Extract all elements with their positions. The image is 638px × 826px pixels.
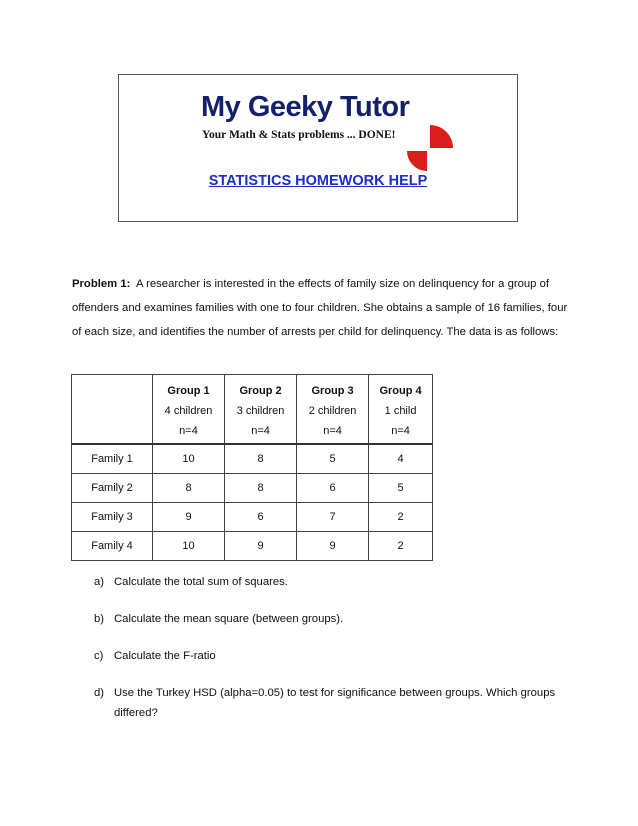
question-text: Use the Turkey HSD (alpha=0.05) to test for significance between groups. Which groups differed? [114,687,556,719]
table-cell: 6 [297,474,369,503]
table-cell: 7 [297,503,369,532]
group-name: Group 3 [311,385,354,397]
problem-text: A researcher is interested in the effects of family size on delinquency for a group of offenders and examines families with one to four children. She obtains a sample of 16 families, four of each size, and identifies the number of arrests per child for delinquency. The data is as follows: [72,278,568,338]
header-banner [118,74,518,222]
question-item [94,609,574,629]
question-text: Calculate the mean square (between groups). [114,613,344,625]
question-label: b) [94,613,105,625]
question-item [94,646,574,666]
problem-statement [72,272,572,344]
table-cell: 5 [369,474,433,503]
table-row [72,532,433,561]
family-label: Family 4 [72,532,153,561]
group-children: 3 children [236,405,285,417]
problem-label: Problem 1: [72,278,131,290]
logo-title: My Geeky Tutor [201,91,410,123]
table-cell: 9 [297,532,369,561]
group-name: Group 4 [379,385,422,397]
logo-mark-icon [405,123,455,173]
table-cell: 5 [297,444,369,474]
table-cell: 2 [369,532,433,561]
table-row [72,444,433,474]
table-cell: 9 [225,532,297,561]
table-cell: 10 [153,444,225,474]
question-item [94,572,574,592]
group-header [225,375,297,445]
question-list [94,572,574,740]
group-n: n=4 [251,425,270,437]
table-row [72,503,433,532]
group-n: n=4 [391,425,410,437]
table-cell: 8 [225,474,297,503]
group-children: 4 children [164,405,213,417]
group-n: n=4 [179,425,198,437]
data-table [71,374,433,561]
logo-tagline: Your Math & Stats problems ... DONE! [202,129,396,141]
table-cell: 8 [153,474,225,503]
table-cell: 4 [369,444,433,474]
group-children: 2 children [308,405,357,417]
statistics-homework-help-link[interactable]: STATISTICS HOMEWORK HELP [208,173,428,189]
table-cell: 2 [369,503,433,532]
family-label: Family 3 [72,503,153,532]
group-name: Group 1 [167,385,210,397]
question-item [94,683,574,723]
table-header-row [72,375,433,445]
table-cell: 9 [153,503,225,532]
family-label: Family 2 [72,474,153,503]
question-label: d) [94,687,105,699]
group-header [153,375,225,445]
table-cell: 10 [153,532,225,561]
group-header [369,375,433,445]
empty-header-cell [72,375,153,445]
question-text: Calculate the total sum of squares. [114,576,288,588]
question-label: c) [94,650,104,662]
group-n: n=4 [323,425,342,437]
family-label: Family 1 [72,444,153,474]
table-row [72,474,433,503]
question-label: a) [94,576,105,588]
group-name: Group 2 [239,385,282,397]
group-children: 1 child [384,405,417,417]
table-cell: 8 [225,444,297,474]
group-header [297,375,369,445]
question-text: Calculate the F-ratio [114,650,216,662]
table-cell: 6 [225,503,297,532]
